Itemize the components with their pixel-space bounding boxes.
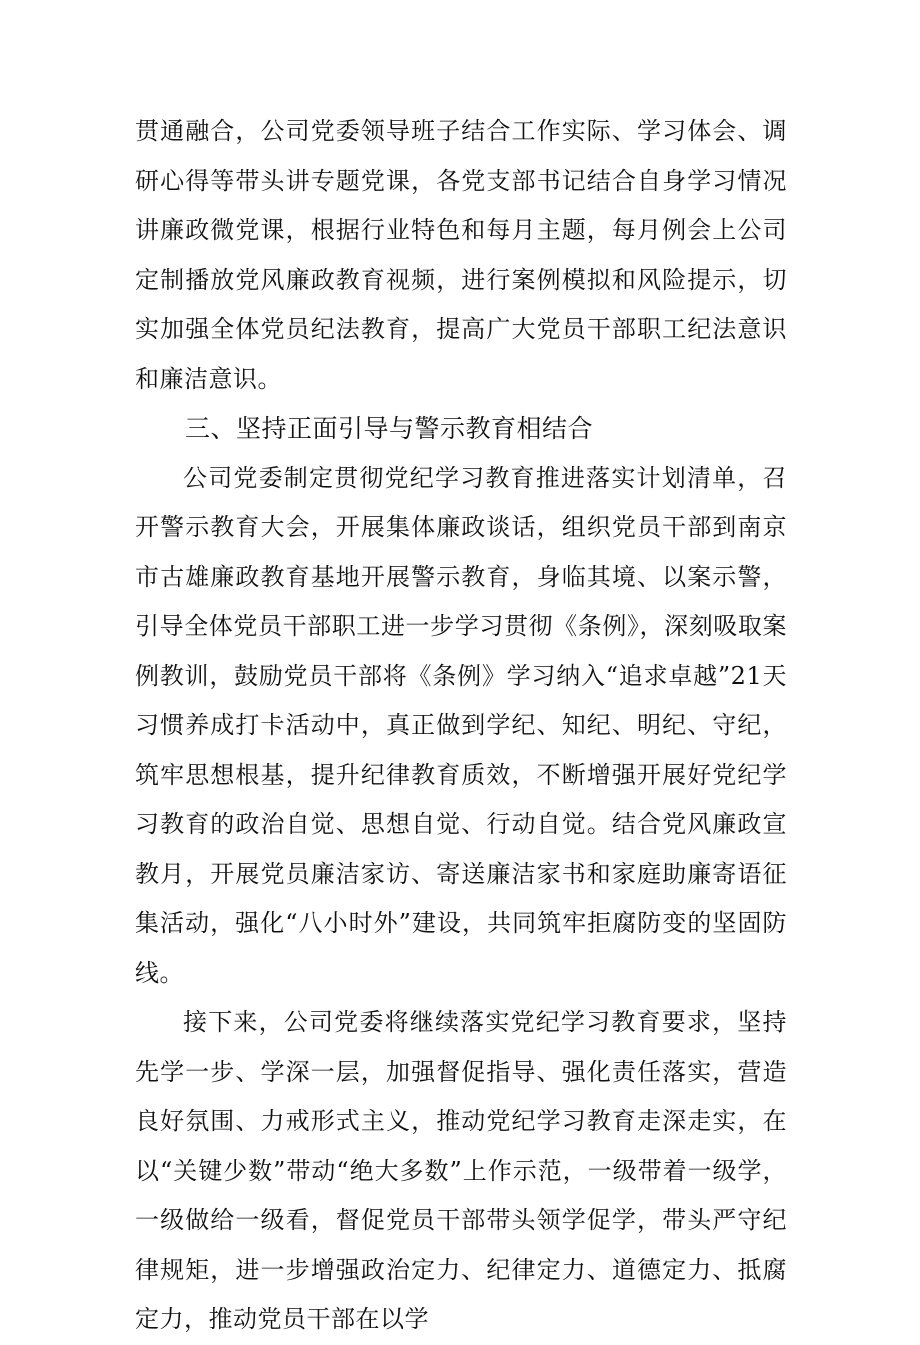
paragraph-next-steps: 接下来，公司党委将继续落实党纪学习教育要求，坚持先学一步、学深一层，加强督促指导、强化责任落实，营造良好氛围、力戒形式主义，推动党纪学习教育走深走实，在以“关键少数”带动“绝大多数”上作示范，一级带着一级学，一级做给一级看，督促党员干部带头领学促学，带头严守纪律规矩，进一步增强政治定力、纪律定力、道德定力、抵腐定力，推动党员干部在以学 [135, 1008, 787, 1333]
paragraph-warning-education: 公司党委制定贯彻党纪学习教育推进落实计划清单，召开警示教育大会，开展集体廉政谈话，组织党员干部到南京市古雄廉政教育基地开展警示教育，身临其境、以案示警，引导全体党员干部职工进一步学习贯彻《条例》，深刻吸取案例教训，鼓励党员干部将《条例》学习纳入“追求卓越”21天习惯养成打卡活动中，真正做到学纪、知纪、明纪、守纪，筑牢思想根基，提升纪律教育质效，不断增强开展好党纪学习教育的政治自觉、思想自觉、行动自觉。结合党风廉政宣教月，开展党员廉洁家访、寄送廉洁家书和家庭助廉寄语征集活动，强化“八小时外”建设，共同筑牢拒腐防变的坚固防线。 [135, 463, 787, 987]
section-heading-three: 三、坚持正面引导与警示教育相结合 [185, 414, 594, 443]
paragraph-continuation: 贯通融合，公司党委领导班子结合工作实际、学习体会、调研心得等带头讲专题党课，各党支部书记结合自身学习情况讲廉政微党课，根据行业特色和每月主题，每月例会上公司定制播放党风廉政教育视频，进行案例模拟和风险提示，切实加强全体党员纪法教育，提高广大党员干部职工纪法意识和廉洁意识。 [135, 117, 787, 393]
document-body [135, 107, 787, 1345]
